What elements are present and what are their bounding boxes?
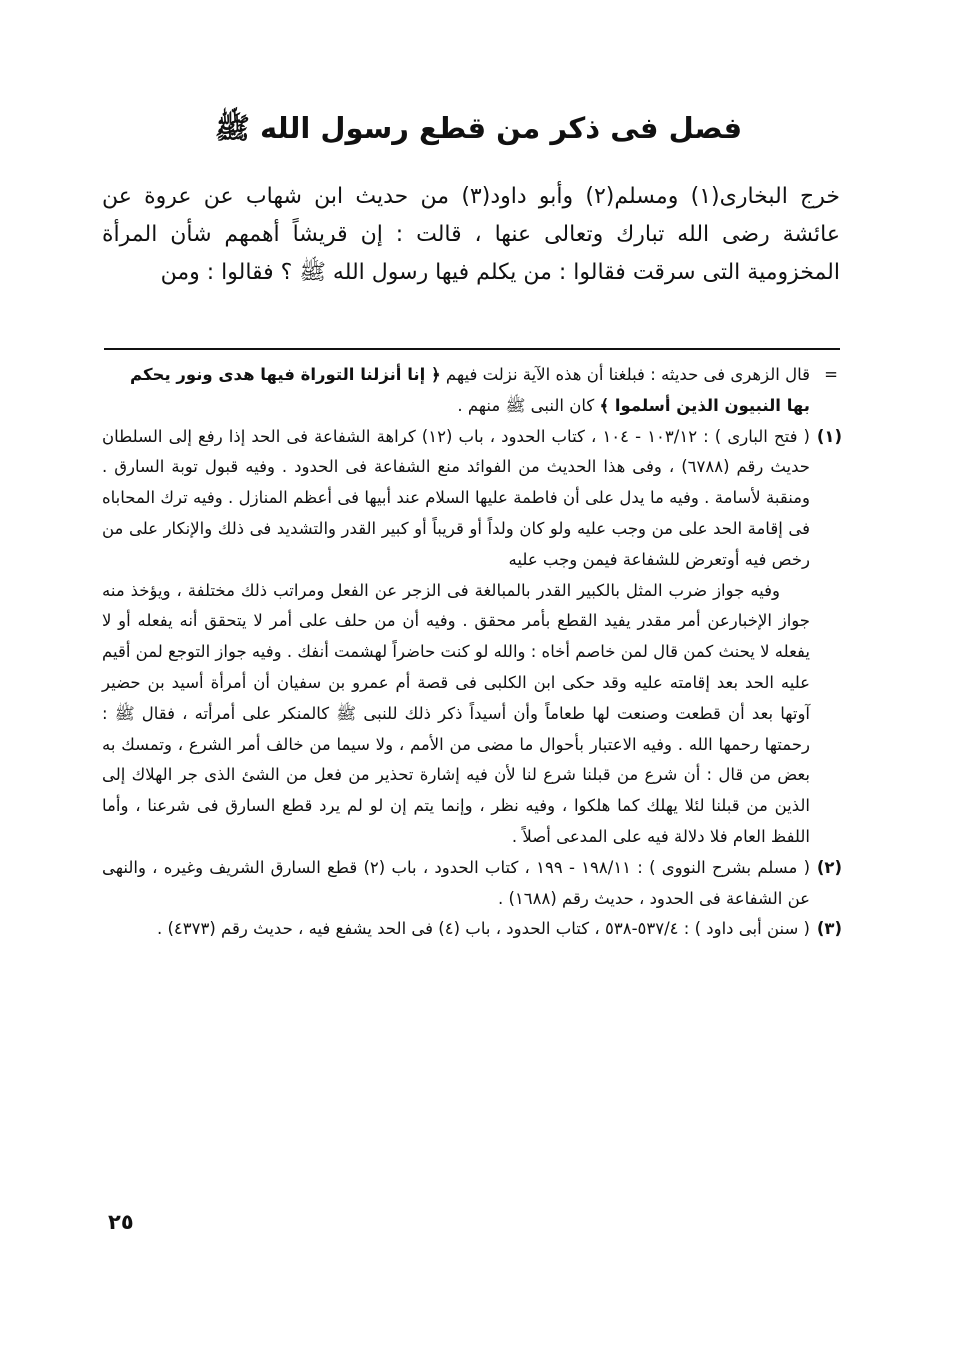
footnote-3-text: ( سنن أبى داود ) : ٥٣٧/٤-٥٣٨ ، كتاب الحدود ، باب (٤) فى الحد يشفع فيه ، حديث رقم (٤٣٧٣) . — [156, 919, 810, 939]
footnote-number: (١) — [816, 426, 842, 446]
main-text-block — [102, 178, 840, 292]
footnote-continuation — [102, 360, 842, 422]
footnote-2 — [102, 853, 842, 915]
footnote-separator — [104, 348, 840, 350]
footnote-number: (٢) — [816, 857, 842, 877]
footnote-number: (٣) — [816, 919, 842, 939]
footnote-3 — [102, 914, 842, 945]
continuation-end: كان النبى ﷺ منهم . — [457, 395, 595, 415]
chapter-title: فصل فى ذكر من قطع رسول الله ﷺ — [214, 111, 743, 145]
page-number: ٢٥ — [108, 1210, 134, 1234]
footnotes-section — [102, 360, 842, 945]
quran-quote: ﴿ إنا أنزلنا التوراة فيها هدى ونور يحكم بها النبيون الذين أسلموا ﴾ — [130, 365, 810, 415]
main-paragraph: خرج البخارى(١) ومسلم(٢) وأبو داود(٣) من حديث ابن شهاب عن عروة عن عائشة رضى الله تبارك وتعالى عنها ، قالت : إن قريشاً أهمهم شأن المرأة المخزومية التى سرقت فقالوا : من يكلم فيها رسول الله ﷺ ؟ فقالوا : ومن — [102, 184, 840, 285]
continuation-text: قال الزهرى فى حديثه : فبلغنا أن هذه الآية نزلت فيهم — [445, 365, 810, 384]
continuation-marker: = — [824, 365, 838, 384]
footnote-2-text: ( مسلم بشرح النووى ) : ١٩٨/١١ - ١٩٩ ، كتاب الحدود ، باب (٢) قطع السارق الشريف وغيره ، والنهى عن الشفاعة فى الحدود ، حديث رقم (١٦٨٨) . — [102, 857, 811, 908]
footnote-1 — [102, 422, 842, 853]
footnote-1-paragraph-1: ( فتح البارى ) : ١٠٣/١٢ - ١٠٤ ، كتاب الحدود ، باب (١٢) كراهة الشفاعة فى الحد إذا رفع إلى السلطان حديث رقم (٦٧٨٨) ، وفى هذا الحديث من الفوائد منع الشفاعة فى الحدود . وفيه قبول توبة السارق . ومنقبة لأسامة . وفيه ما يدل على أن فاطمة عليها السلام عند أبيها فى أعظم المنازل . وفيه ترك المحاباه فى إقامة الحد على من وجب عليه ولو كان ولداً أو قريباً أو كبير القدر والتشديد فى ذلك والإنكار على من رخص فيه أوتعرض للشفاعة فيمن وجب عليه — [102, 426, 810, 569]
footnote-1-paragraph-2: وفيه جواز ضرب المثل بالكبير القدر بالمبالغة فى الزجر عن الفعل ومراتب ذلك مختلفة ، ويؤخذ منه جواز الإخبارعن أمر مقدر يفيد القطع بأمر محقق . وفيه أن من حلف على أمر لا يتحقق أنه يفعله أو لا يفعله لا يحنث كمن قال لمن خاصم أخاه : والله لو كنت حاضراً لهشمت أنفك . وفيه جواز التوجع لمن أقيم عليه الحد بعد إقامته عليه وقد حكى ابن الكلبى فى قصة أم عمرو بن سفيان أن أمرأة أسيد بن حضير آوتها بعد أن قطعت وصنعت لها طعاماً وأن أسيداً ذكر ذلك للنبى ﷺ كالمنكر على أمرأته ، فقال ﷺ : رحمتها رحمها الله . وفيه الاعتبار بأحوال ما مضى من الأمم ، ولا سيما من خالف أمر الشرع ، وتمسك به بعض من قال : أن شرع من قبلنا شرع لنا لأن فيه إشارة تحذير من فعل من الشئ الذى جر الهلاك إلى الذين من قبلنا لئلا يهلك كما هلكوا ، وفيه نظر ، وإنما يتم إن لو لم يرد قطع السارق فى شرعنا ، وأما اللفظ العام فلا دلالة فيه على المدعى أصلاً . — [102, 580, 810, 846]
